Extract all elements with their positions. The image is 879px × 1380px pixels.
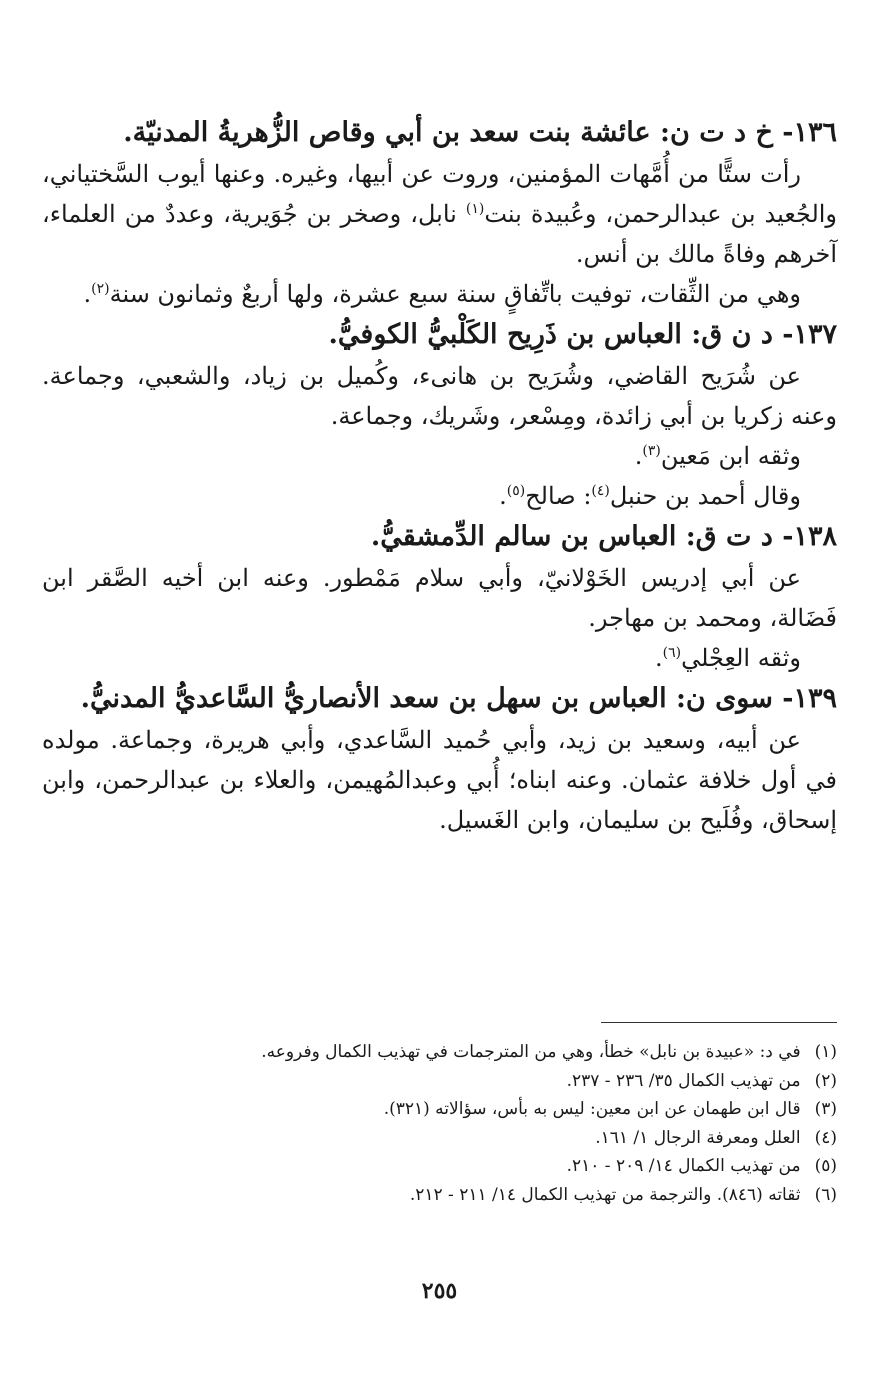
footnote-number: (٣)	[814, 1099, 837, 1119]
entry-heading: ١٣٦- خ د ت ن: عائشة بنت سعد بن أبي وقاص الزُّهريةُ المدنيّة.	[123, 117, 837, 148]
entry-heading: ١٣٩- سوى ن: العباس بن سهل بن سعد الأنصاريُّ السَّاعديُّ المدنيُّ.	[80, 683, 837, 714]
footnote-ref: (١)	[465, 201, 485, 217]
footnote	[42, 1152, 837, 1181]
footnote-number: (٦)	[814, 1184, 837, 1205]
footnote-ref: (٥)	[506, 483, 526, 499]
entry-paragraph	[42, 476, 837, 516]
footnote-text: العلل ومعرفة الرجال ١/ ١٦١.	[595, 1127, 801, 1148]
footnote	[42, 1038, 837, 1067]
text-run: .	[499, 482, 507, 510]
text-run: .	[83, 280, 92, 308]
footnote-ref: (٤)	[591, 483, 610, 499]
text-run: نابل، وصخر بن جُوَيرية، وعددٌ من العلماء، آخرهم وفاةً مالك بن أنس.	[42, 200, 837, 268]
text-run: وثقه ابن مَعين	[660, 442, 801, 470]
footnote-separator	[601, 1022, 837, 1023]
text-run: عن أبيه، وسعيد بن زيد، وأبي حُميد السَّاعدي، وأبي هريرة، وجماعة. مولده في أول خلافة عثمان. وعنه ابناه؛ أُبي وعبدالمُهيمن، والعلاء بن عبدالرحمن، وابن إسحاق، وفُلَيح بن سليمان، وابن الغَسيل.	[42, 726, 837, 834]
footnote	[42, 1095, 837, 1124]
text-run: .	[654, 644, 663, 672]
entry-paragraph	[42, 558, 837, 638]
text-run: : صالح	[525, 482, 592, 510]
main-text	[42, 112, 837, 840]
footnote-ref: (٢)	[91, 281, 110, 297]
footnote-text: قال ابن طهمان عن ابن معين: ليس به بأس، سؤالاته (٣٢١).	[383, 1099, 801, 1119]
entry-heading: ١٣٧- د ن ق: العباس بن ذَرِيح الكَلْبيُّ الكوفيُّ.	[328, 319, 837, 350]
text-run: وقال أحمد بن حنبل	[609, 482, 801, 510]
footnote-number: (٤)	[814, 1127, 837, 1148]
text-run: عن أبي إدريس الخَوْلانيّ، وأبي سلام مَمْطور. وعنه ابن أخيه الصَّقر ابن فَضَالة، ومحمد بن مهاجر.	[42, 564, 837, 632]
entry-paragraph	[42, 356, 837, 436]
entry-paragraph	[42, 436, 837, 476]
footnote-number: (٥)	[814, 1156, 837, 1176]
entry-paragraph	[42, 154, 837, 274]
text-run: وثقه العِجْلي	[681, 644, 801, 672]
footnote-ref: (٦)	[662, 645, 682, 661]
footnote-text: من تهذيب الكمال ١٤/ ٢٠٩ - ٢١٠.	[566, 1156, 801, 1176]
footnote-text: في د: «عبيدة بن نابل» خطأ، وهي من المترجمات في تهذيب الكمال وفروعه.	[261, 1042, 801, 1062]
footnote-number: (٢)	[814, 1070, 837, 1091]
footnote	[42, 1124, 837, 1153]
page-number: ٢٥٥	[421, 1278, 458, 1304]
footnote	[42, 1067, 837, 1096]
entry-paragraph	[42, 638, 837, 678]
text-run: رأت ستًّا من أُمَّهات المؤمنين، وروت عن أبيها، وغيره. وعنها أيوب السَّختياني، والجُعيد بن عبدالرحمن، وعُبيدة بنت	[42, 160, 838, 228]
footnote	[42, 1181, 837, 1210]
footnote-number: (١)	[814, 1042, 837, 1062]
footnote-text: من تهذيب الكمال ٣٥/ ٢٣٦ - ٢٣٧.	[566, 1070, 801, 1091]
footnote-ref: (٣)	[642, 443, 661, 459]
entry-paragraph	[42, 274, 837, 314]
text-run: وهي من الثِّقات، توفيت باتِّفاقٍ سنة سبع عشرة، ولها أربعٌ وثمانون سنة	[109, 280, 801, 308]
entry-heading: ١٣٨- د ت ق: العباس بن سالم الدِّمشقيُّ.	[370, 521, 837, 552]
text-run: .	[634, 442, 643, 470]
entry-paragraph	[42, 720, 837, 840]
text-run: عن شُرَيح القاضي، وشُرَيح بن هانىء، وكُميل بن زياد، والشعبي، وجماعة. وعنه زكريا بن أبي زائدة، ومِسْعر، وشَريك، وجماعة.	[42, 362, 837, 430]
footnote-text: ثقاته (٨٤٦). والترجمة من تهذيب الكمال ١٤/ ٢١١ - ٢١٢.	[409, 1184, 801, 1205]
footnotes	[42, 1038, 837, 1209]
